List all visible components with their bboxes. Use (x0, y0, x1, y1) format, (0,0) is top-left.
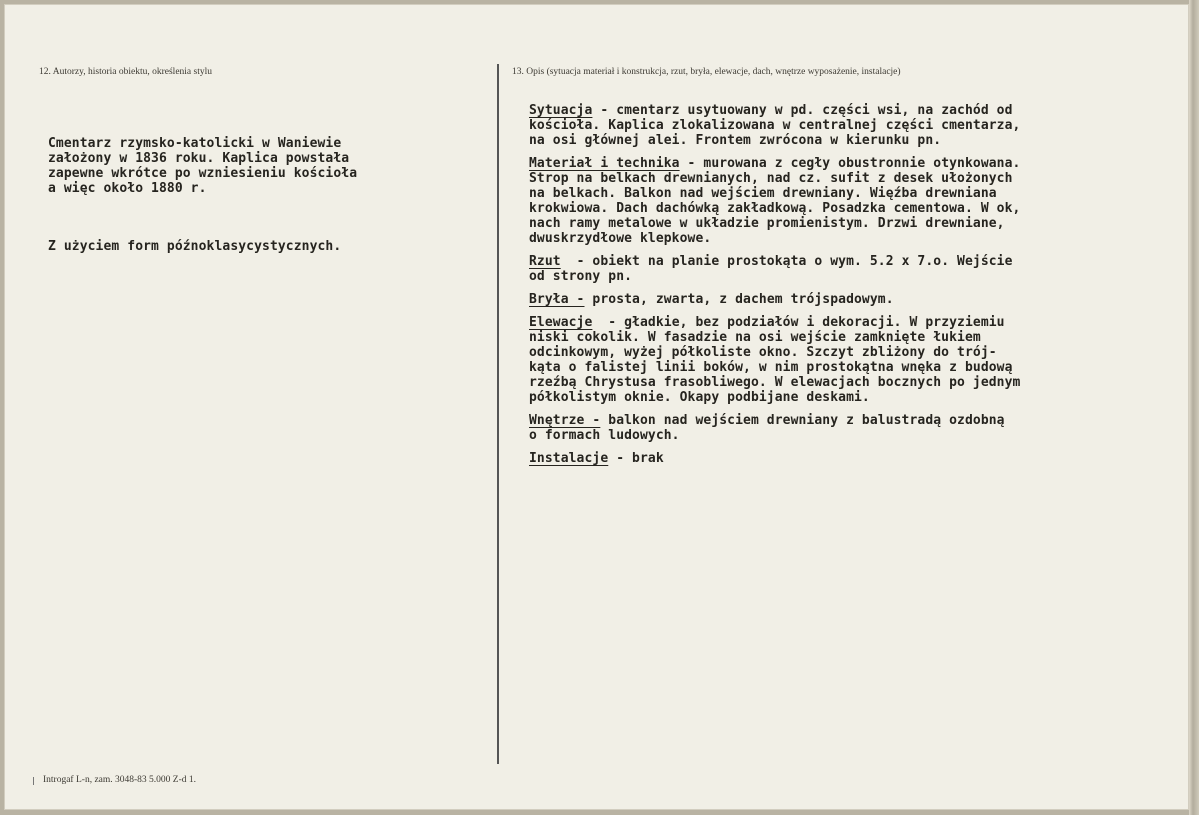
page-edge (1189, 0, 1199, 815)
style-paragraph (48, 239, 357, 254)
description-term: Wnętrze - (529, 413, 601, 428)
description-line: - obiekt na planie prostokąta o wym. 5.2 x 7.o. Wejście (560, 254, 1013, 269)
printer-imprint: Introgaf L-n, zam. 3048-83 5.000 Z-d 1. (43, 775, 197, 785)
description-line: półkolistym oknie. Okapy podbijane deskami. (529, 390, 870, 405)
description-line: - murowana z cegły obustronnie otynkowana. (679, 156, 1021, 171)
description-line: Strop na belkach drewnianych, nad cz. sufit z desek ułożonych (529, 171, 1013, 186)
description-line: na osi głównej alei. Frontem zwrócona w kierunku pn. (529, 133, 942, 148)
description-text (529, 103, 1020, 474)
description-paragraph (529, 103, 1020, 148)
description-term: Sytuacja (529, 103, 593, 118)
column-divider (497, 64, 499, 764)
history-text (48, 106, 357, 297)
description-line: o formach ludowych. (529, 428, 680, 443)
description-paragraph (529, 292, 1020, 307)
history-line: a więc około 1880 r. (48, 181, 207, 196)
history-paragraph (48, 136, 357, 196)
form-sheet (4, 4, 1189, 810)
description-paragraph (529, 413, 1020, 443)
description-paragraph (529, 254, 1020, 284)
description-term: Elewacje (529, 315, 593, 330)
description-line: - cmentarz usytuowany w pd. części wsi, na zachód od (592, 103, 1013, 118)
description-term: Materiał i technika (529, 156, 680, 171)
description-line: niski cokolik. W fasadzie na osi wejście zamknięte łukiem (529, 330, 981, 345)
style-line: Z użyciem form późnoklasycystycznych. (48, 239, 342, 254)
description-term: Bryła - (529, 292, 585, 307)
description-line: prosta, zwarta, z dachem trójspadowym. (584, 292, 894, 307)
description-line: na belkach. Balkon nad wejściem drewniany. Więźba drewniana (529, 186, 997, 201)
description-line: od strony pn. (529, 269, 633, 284)
description-line: balkon nad wejściem drewniany z balustradą ozdobną (600, 413, 1005, 428)
margin-mark (33, 777, 34, 785)
description-line: krokwiowa. Dach dachówką zakładkową. Posadzka cementowa. W ok, (529, 201, 1021, 216)
description-term: Rzut (529, 254, 561, 269)
description-line: - brak (608, 451, 664, 466)
history-line: zapewne wkrótce po wzniesieniu kościoła (48, 166, 358, 181)
description-line: rzeźbą Chrystusa frasobliwego. W elewacjach bocznych po jednym (529, 375, 1021, 390)
description-line: kąta o falistej linii boków, w nim prostokątna wnęka z budową (529, 360, 1013, 375)
description-line: dwuskrzydłowe klepkowe. (529, 231, 712, 246)
description-line: odcinkowym, wyżej półkoliste okno. Szczyt zbliżony do trój- (529, 345, 997, 360)
description-line: nach ramy metalowe w układzie promienistym. Drzwi drewniane, (529, 216, 1005, 231)
section-12-label: 12. Autorzy, historia obiektu, określenia stylu (39, 67, 212, 77)
history-line: założony w 1836 roku. Kaplica powstała (48, 151, 350, 166)
description-paragraph (529, 315, 1020, 405)
description-paragraph (529, 156, 1020, 246)
section-13-label: 13. Opis (sytuacja materiał i konstrukcja, rzut, bryła, elewacje, dach, wnętrze wyposażenie, instalacje) (512, 67, 901, 77)
description-line: kościoła. Kaplica zlokalizowana w centralnej części cmentarza, (529, 118, 1021, 133)
history-line: Cmentarz rzymsko-katolicki w Waniewie (48, 136, 342, 151)
description-line: - gładkie, bez podziałów i dekoracji. W przyziemiu (592, 315, 1005, 330)
description-term: Instalacje (529, 451, 609, 466)
description-paragraph (529, 451, 1020, 466)
